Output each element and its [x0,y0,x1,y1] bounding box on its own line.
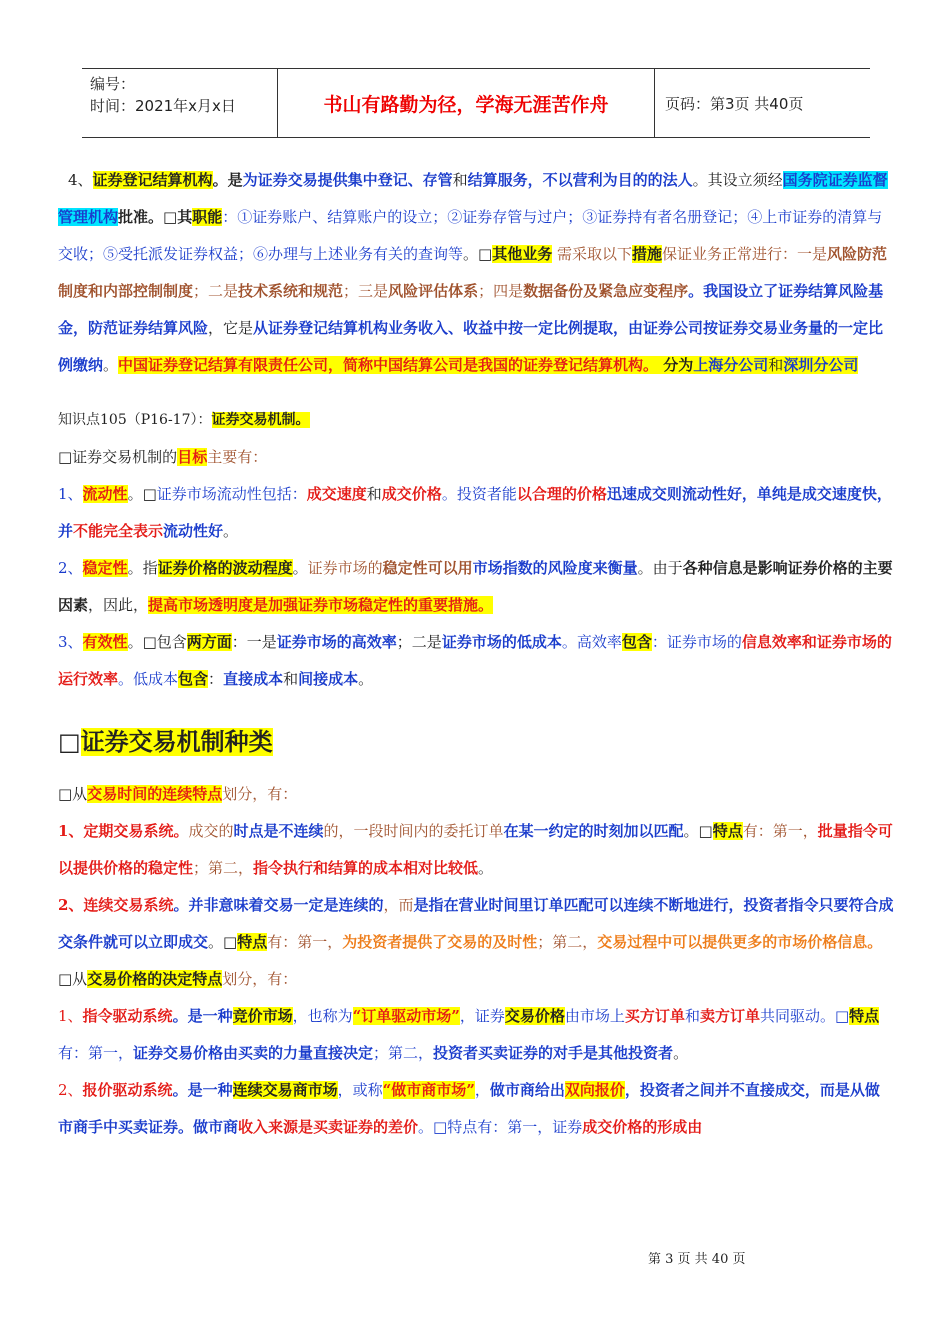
mechanism-goal-line: □证券交易机制的目标主要有： [58,448,268,466]
knowledge-point-title: 知识点105（P16-17）：证券交易机制。 [58,412,310,428]
header-time: 时间：2021年x月x日 [90,97,236,115]
header-page-info: 页码：第3页 共40页 [665,94,804,113]
header-motto: 书山有路勤为径，学海无涯苦作舟 [278,69,655,137]
page-footer: 第 3 页 共 40 页 [648,1252,746,1267]
heading-checkbox-glyph: □ [58,728,81,756]
item-periodic-trading: 1、定期交易系统。成交的时点是不连续的，一段时间内的委托订单在某一约定的时刻加以匹配。□特点有：第一，批量指令可以提供价格的稳定性；第二，指令执行和结算的成本相对比较低。 [58,822,893,877]
paragraph-registration-clearing: 4、证券登记结算机构。是为证券交易提供集中登记、存管和结算服务，不以营利为目的的法人。其设立须经国务院证券监督管理机构批准。□其职能：①证券账户、结算账户的设立；②证券存管与过户；③证券持有者名册登记；④上市证券的清算与交收；⑤受托派发证券权益；⑥办理与上述业务有关的查询等。□其他业务 需采取以下措施保证业务正常进行：一是风险防范制度和内部控制制度；二是技术系统和规范；三是风险评估体系；四是数据备份及紧急应变程序。我国设立了证券结算风险基金，防范证券结算风险，它是从证券登记结算机构业务收入、收益中按一定比例提取，由证券公司按证券交易业务量的一定比例缴纳。中国证券登记结算有限责任公司，简称中国结算公司是我国的证券登记结算机构。 分为上海分公司和深圳分公司 [58,171,888,374]
item-quote-driven: 2、报价驱动系统。是一种连续交易商市场，或称“做市商市场”，做市商给出双向报价，投资者之间并不直接成交，而是从做市商手中买卖证券。做市商收入来源是买卖证券的差价。□特点有：第一，证券成交价格的形成由 [58,1081,880,1136]
document-header [82,68,870,138]
item-efficiency: 3、有效性。□包含两方面：一是证券市场的高效率；二是证券市场的低成本。高效率包含：证券市场的信息效率和证券市场的运行效率。低成本包含：直接成本和间接成本。 [58,633,892,688]
document-body [58,162,894,1146]
item-continuous-trading: 2、连续交易系统。并非意味着交易一定是连续的，而是指在营业时间里订单匹配可以连续不断地进行，投资者指令只要符合成交条件就可以立即成交。□特点有：第一，为投资者提供了交易的及时性；第二，交易过程中可以提供更多的市场价格信息。 [58,896,894,951]
item-liquidity: 1、流动性。□证券市场流动性包括：成交速度和成交价格。投资者能以合理的价格迅速成交则流动性好，单纯是成交速度快，并不能完全表示流动性好。 [58,485,892,540]
item-stability: 2、稳定性。指证券价格的波动程度。证券市场的稳定性可以用市场指数的风险度来衡量。由于各种信息是影响证券价格的主要因素，因此，提高市场透明度是加强证券市场稳定性的重要措施。 [58,559,893,614]
item-order-driven: 1、指令驱动系统。是一种竞价市场，也称为“订单驱动市场”，证券交易价格由市场上买方订单和卖方订单共同驱动。□特点有：第一，证券交易价格由买卖的力量直接决定；第二，投资者买卖证券的对手是其他投资者。 [58,1007,880,1062]
header-number: 编号： [90,75,136,93]
section-heading [58,722,894,762]
heading-text: 证券交易机制种类 [80,728,273,756]
header-meta [82,69,278,137]
division-by-price: □从交易价格的决定特点划分，有： [58,970,298,988]
division-by-time: □从交易时间的连续特点划分，有： [58,785,298,803]
